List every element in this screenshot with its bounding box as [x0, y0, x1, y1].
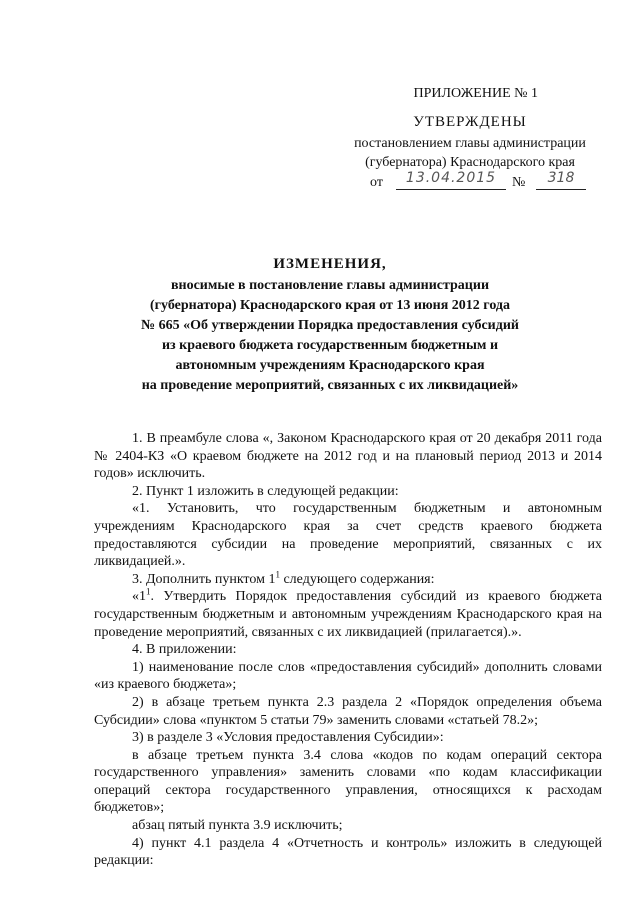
paragraph-text: . Утвердить Порядок предоставления субсидий из краевого бюджета государственным бюджетным и автономным учреждениям Краснодарского края на проведение мероприятий, связанных с их ликвидацией (прилагается).». [94, 589, 602, 640]
handwritten-date: 13.04.2015 [396, 169, 506, 190]
from-label: от [370, 175, 383, 190]
title-line: автономным учреждениям Краснодарского края [175, 358, 485, 373]
document-title [100, 254, 560, 396]
paragraph: в абзаце третьем пункта 3.4 слова «кодов по кодам операций сектора государственного управления» заменить словами «по кодам классификации операций сектора государственного управления, относящихся к расходам бюджетов»; [94, 747, 602, 816]
title-line: вносимые в постановление главы администрации [170, 278, 490, 293]
number-label: № [512, 175, 526, 190]
paragraph-text: следующего содержания: [279, 571, 435, 587]
paragraph: 2) в абзаце третьем пункта 2.3 раздела 2 «Порядок определения объема Субсидии» слова «пунктом 5 статьи 79» заменить словами «статьей 78.2»; [94, 694, 602, 728]
document-body [94, 430, 602, 870]
paragraph: абзац пятый пункта 3.9 исключить; [132, 818, 343, 834]
approval-line-1: постановлением главы администрации [354, 136, 586, 151]
paragraph: 1. В преамбуле слова «, Законом Краснодарского края от 20 декабря 2011 года № 2404-КЗ «О краевом бюджете на 2012 год и на плановый период 2013 и 2014 годов» исключить. [94, 431, 602, 482]
approval-line-2: (губернатора) Краснодарского края [365, 155, 575, 170]
superscript: 1 [146, 586, 151, 597]
title-main: ИЗМЕНЕНИЯ, [273, 256, 387, 272]
title-line: из краевого бюджета государственным бюджетным и [161, 338, 499, 353]
approval-stamp [330, 84, 610, 195]
paragraph-text: «1 [132, 589, 146, 605]
title-line: № 665 «Об утверждении Порядка предоставления субсидий [141, 318, 519, 333]
approved-heading: УТВЕРЖДЕНЫ [413, 114, 527, 130]
paragraph: 1) наименование после слов «предоставления субсидий» дополнить словами «из краевого бюджета»; [94, 659, 602, 693]
paragraph: 4. В приложении: [132, 642, 237, 658]
title-line: (губернатора) Краснодарского края от 13 июня 2012 года [150, 298, 510, 313]
paragraph [94, 588, 602, 641]
paragraph-text: 3. Дополнить пунктом 1 [132, 571, 276, 587]
paragraph: 4) пункт 4.1 раздела 4 «Отчетность и контроль» изложить в следующей редакции: [94, 835, 602, 869]
paragraph: 2. Пункт 1 изложить в следующей редакции: [132, 483, 399, 499]
handwritten-number: 318 [536, 169, 586, 190]
paragraph [94, 571, 602, 589]
approval-dateline [330, 170, 610, 195]
paragraph: «1. Установить, что государственным бюджетным и автономным учреждениям Краснодарского края за счет средств краевого бюджета предоставляются субсидии на проведение мероприятий, связанных с их ликвидацией.». [94, 501, 602, 570]
paragraph: 3) в разделе 3 «Условия предоставления Субсидии»: [132, 730, 444, 746]
appendix-label: ПРИЛОЖЕНИЕ № 1 [413, 86, 538, 101]
title-line: на проведение мероприятий, связанных с их ликвидацией» [141, 378, 519, 393]
superscript: 1 [275, 569, 280, 580]
